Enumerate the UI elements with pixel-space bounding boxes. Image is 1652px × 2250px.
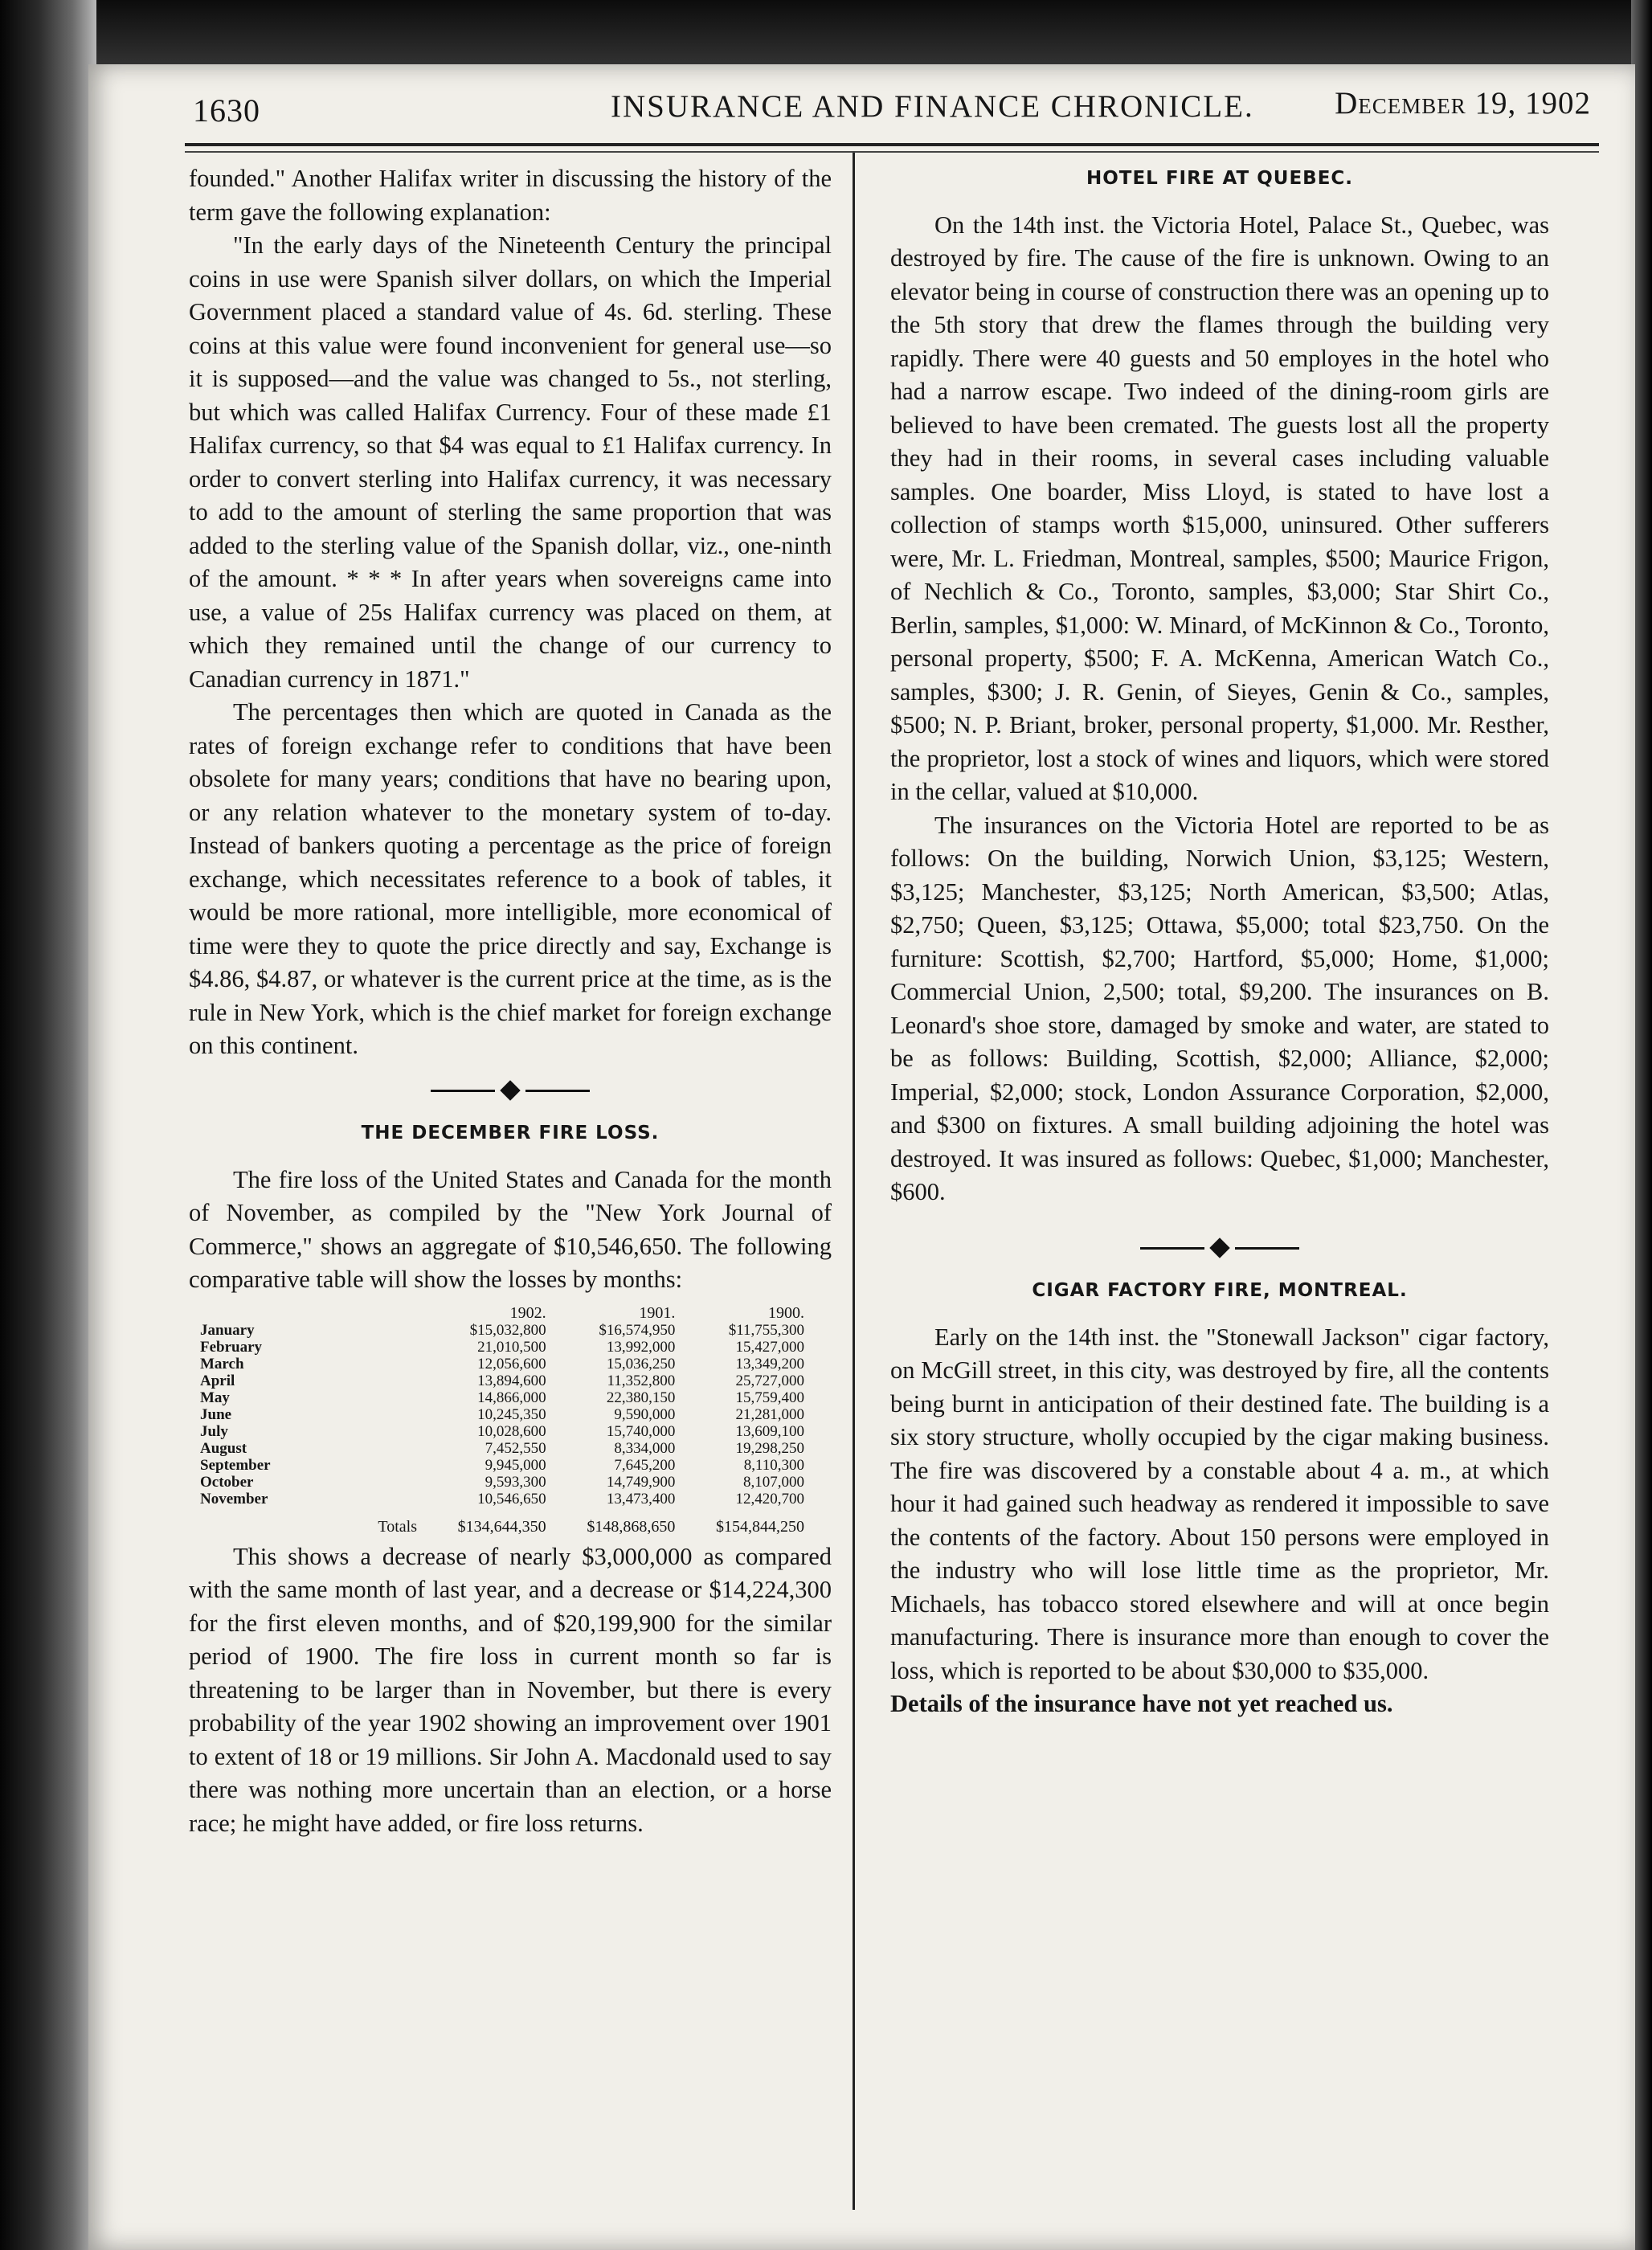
loss-value-cell: 7,452,550 — [485, 1439, 546, 1457]
loss-value-cell: 22,380,150 — [606, 1389, 676, 1406]
newspaper-page — [88, 64, 1635, 2250]
fire-loss-heading: THE DECEMBER FIRE LOSS. — [361, 1123, 660, 1143]
loss-value-cell: 19,298,250 — [735, 1439, 804, 1457]
section-ornament — [189, 1073, 832, 1107]
loss-value-cell: 9,590,000 — [614, 1405, 676, 1423]
loss-value-cell: 13,473,400 — [606, 1490, 676, 1508]
left-column — [189, 162, 832, 1840]
loss-value-cell: 13,609,100 — [735, 1422, 804, 1440]
month-cell: September — [200, 1456, 271, 1474]
loss-value-cell: 12,420,700 — [735, 1490, 804, 1508]
month-cell: March — [200, 1355, 244, 1372]
loss-value-cell: 7,645,200 — [614, 1456, 676, 1474]
total-value-cell: $148,868,650 — [587, 1517, 676, 1536]
cigar-fire-heading: CIGAR FACTORY FIRE, MONTREAL. — [1032, 1280, 1408, 1301]
header-rule — [185, 143, 1599, 146]
total-value-cell: $154,844,250 — [716, 1517, 804, 1536]
table-row — [197, 1474, 808, 1491]
table-row — [197, 1423, 808, 1440]
loss-value-cell: 15,036,250 — [606, 1355, 676, 1372]
article-paragraph: This shows a decrease of nearly $3,000,000 as compared with the same month of last year, and a decrease or $14,224,300 for the first eleven months, and of $20,199,900 for the similar period of 1900. The fire loss in current month so far is threatening to be larger than in November, but there is every probability of the year 1902 showing an improvement over 1901 to extent of 18 or 19 millions. Sir John A. Macdonald used to say there was nothing more uncertain than an election, or a horse race; he might have added, or fire loss returns. — [189, 1542, 832, 1837]
month-cell: February — [200, 1338, 263, 1356]
table-body — [197, 1322, 808, 1536]
total-value-cell: $134,644,350 — [457, 1517, 546, 1536]
month-cell: November — [200, 1490, 268, 1508]
loss-value-cell: 15,427,000 — [735, 1338, 804, 1356]
article-paragraph: The percentages then which are quoted in Canada as the rates of foreign exchange refer to conditions that have been obsolete for many years; conditions that have no bearing upon, or any relation whatever to the monetary system of to-day. Instead of bankers quoting a percentage as the price of foreign exchange, which necessitates reference to a book of tables, it would be more rational, more intelligible, more economical of time were they to quote the price directly and say, Exchange is $4.86, $4.87, or whatever is the current price at the time, as is the rule in New York, which is the chief market for foreign exchange on this continent. — [189, 698, 832, 1059]
page-header — [193, 82, 1591, 138]
journal-title: INSURANCE AND FINANCE CHRONICLE. — [611, 89, 1254, 124]
month-cell: April — [200, 1372, 235, 1389]
loss-value-cell: 13,894,600 — [477, 1372, 546, 1389]
article-paragraph: Early on the 14th inst. the "Stonewall Jackson" cigar factory, on McGill street, in this city, was destroyed by fire, all the contents being burnt in anticipation of their destined fate. The building is a six story structure, wholly occupied by the cigar making business. The fire was discovered by a constable about 4 a. m., at which hour it had gained such headway as rendered it impossible to save the contents of the factory. About 150 persons were employed in the industry who will lose little time as the proprietor, Mr. Michaels, has tobacco stored elsewhere and will at once begin manufacturing. There is insurance more than enough to cover the loss, which is reported to be about $30,000 to $35,000. — [890, 1323, 1549, 1684]
loss-value-cell: 13,992,000 — [606, 1338, 676, 1356]
loss-value-cell: 21,010,500 — [477, 1338, 546, 1356]
book-binding — [0, 0, 96, 2250]
month-cell: October — [200, 1473, 254, 1491]
loss-value-cell: 10,245,350 — [477, 1405, 546, 1423]
article-paragraph: On the 14th inst. the Victoria Hotel, Palace St., Quebec, was destroyed by fire. The cause of the fire is unknown. Owing to an elevator being in course of construction there was an opening up to the 5th story that drew the flames through the building very rapidly. There were 40 guests and 50 employes in the hotel who had a narrow escape. Two indeed of the dining-room girls are believed to have been cremated. The guests lost all the property they had in their rooms, in several cases including valuable samples. One boarder, Miss Lloyd, is stated to have lost a collection of stamps worth $15,000, uninsured. Other sufferers were, Mr. L. Friedman, Montreal, samples, $500; Maurice Frigon, of Nechlich & Co., Toronto, samples, $3,000; Star Shirt Co., Berlin, samples, $1,000: W. Minard, of McKinnon & Co., Toronto, personal property, $500; F. A. McKenna, American Watch Co., samples, $300; J. R. Genin, of Sieyes, Genin & Co., samples, $500; N. P. Briant, broker, personal property, $1,000. Mr. Resther, the proprietor, lost a stock of wines and liquors, which were stored in the cellar, valued at $10,000. — [890, 211, 1549, 805]
column-header-year: 1902. — [509, 1303, 546, 1322]
hotel-fire-heading: HOTEL FIRE AT QUEBEC. — [1086, 168, 1354, 189]
article-paragraph: The insurances on the Victoria Hotel are reported to be as follows: On the building, Norwich Union, $3,125; Western, $3,125; Manchester, $3,125; North American, $3,500; Atlas, $2,750; Queen, $3,125; Ottawa, $5,000; total $23,750. On the furniture: Scottish, $2,700; Hartford, $5,000; Home, $1,000; Commercial Union, 2,500; total, $9,200. The insurances on B. Leonard's shoe store, damaged by smoke and water, are stated to be as follows: Building, Scottish, $2,000; Alliance, $2,000; Imperial, $2,000; stock, London Assurance Corporation, $2,000, and $300 on fixtures. A small building adjoining the hotel was destroyed. It was insured as follows: Quebec, $1,000; Manchester, $600. — [890, 811, 1549, 1205]
loss-value-cell: 9,593,300 — [485, 1473, 546, 1491]
loss-value-cell: 14,749,900 — [606, 1473, 676, 1491]
page-number: 1630 — [193, 92, 260, 129]
loss-value-cell: 8,107,000 — [743, 1473, 804, 1491]
table-row — [197, 1457, 808, 1474]
month-cell: July — [200, 1422, 228, 1440]
totals-row — [197, 1508, 808, 1536]
right-column — [890, 162, 1549, 1721]
table-row — [197, 1356, 808, 1372]
section-ornament — [890, 1230, 1549, 1264]
loss-value-cell: 21,281,000 — [735, 1405, 804, 1423]
month-cell: May — [200, 1389, 230, 1406]
article-paragraph: founded." Another Halifax writer in discussing the history of the term gave the following explanation: — [189, 165, 832, 226]
totals-label: Totals — [378, 1517, 417, 1536]
loss-value-cell: 15,740,000 — [606, 1422, 676, 1440]
column-header-year: 1901. — [639, 1303, 676, 1322]
table-header-row — [197, 1305, 808, 1322]
loss-value-cell: 15,759,400 — [735, 1389, 804, 1406]
article-paragraph: Details of the insurance have not yet reached us. — [890, 1690, 1393, 1717]
loss-value-cell: 14,866,000 — [477, 1389, 546, 1406]
header-rule-thin — [185, 151, 1599, 153]
article-paragraph: The fire loss of the United States and Canada for the month of November, as compiled by the "New York Journal of Commerce," shows an aggregate of $10,546,650. The following comparative table will show the losses by months: — [189, 1165, 832, 1293]
table-row — [197, 1372, 808, 1389]
article-paragraph: "In the early days of the Nineteenth Century the principal coins in use were Spanish silver dollars, on which the Imperial Government placed a standard value of 4s. 6d. sterling. These coins at this value were found inconvenient for general use—so it is supposed—and the value was changed to 5s., not sterling, but which was called Halifax Currency. Four of these made £1 Halifax currency, so that $4 was equal to £1 Halifax currency. In order to convert sterling into Halifax currency, it was necessary to add to the amount of sterling the same proportion that was added to the sterling value of the Spanish dollar, viz., one-ninth of the amount. * * * In after years when sovereigns came into use, a value of 25s Halifax currency was placed on them, at which they remained until the change of our currency to Canadian currency in 1871." — [189, 231, 832, 693]
loss-value-cell: 13,349,200 — [735, 1355, 804, 1372]
fire-loss-table — [197, 1305, 808, 1536]
loss-value-cell: 8,334,000 — [614, 1439, 676, 1457]
loss-value-cell: $16,574,950 — [599, 1321, 676, 1339]
loss-value-cell: 12,056,600 — [477, 1355, 546, 1372]
loss-value-cell: 8,110,300 — [743, 1456, 804, 1474]
column-divider — [853, 153, 855, 2210]
table-row — [197, 1406, 808, 1423]
month-cell: January — [200, 1321, 255, 1339]
issue-date: December 19, 1902 — [1335, 86, 1591, 121]
loss-value-cell: 25,727,000 — [735, 1372, 804, 1389]
table-row — [197, 1389, 808, 1406]
table-header-blank — [197, 1305, 420, 1322]
column-header-year: 1900. — [768, 1303, 804, 1322]
table-row — [197, 1491, 808, 1508]
loss-value-cell: 11,352,800 — [607, 1372, 676, 1389]
table-row — [197, 1322, 808, 1339]
loss-value-cell: 10,546,650 — [477, 1490, 546, 1508]
loss-value-cell: 10,028,600 — [477, 1422, 546, 1440]
loss-value-cell: $15,032,800 — [469, 1321, 546, 1339]
loss-value-cell: $11,755,300 — [728, 1321, 804, 1339]
loss-value-cell: 9,945,000 — [485, 1456, 546, 1474]
table-row — [197, 1339, 808, 1356]
month-cell: August — [200, 1439, 247, 1457]
month-cell: June — [200, 1405, 232, 1423]
table-row — [197, 1440, 808, 1457]
